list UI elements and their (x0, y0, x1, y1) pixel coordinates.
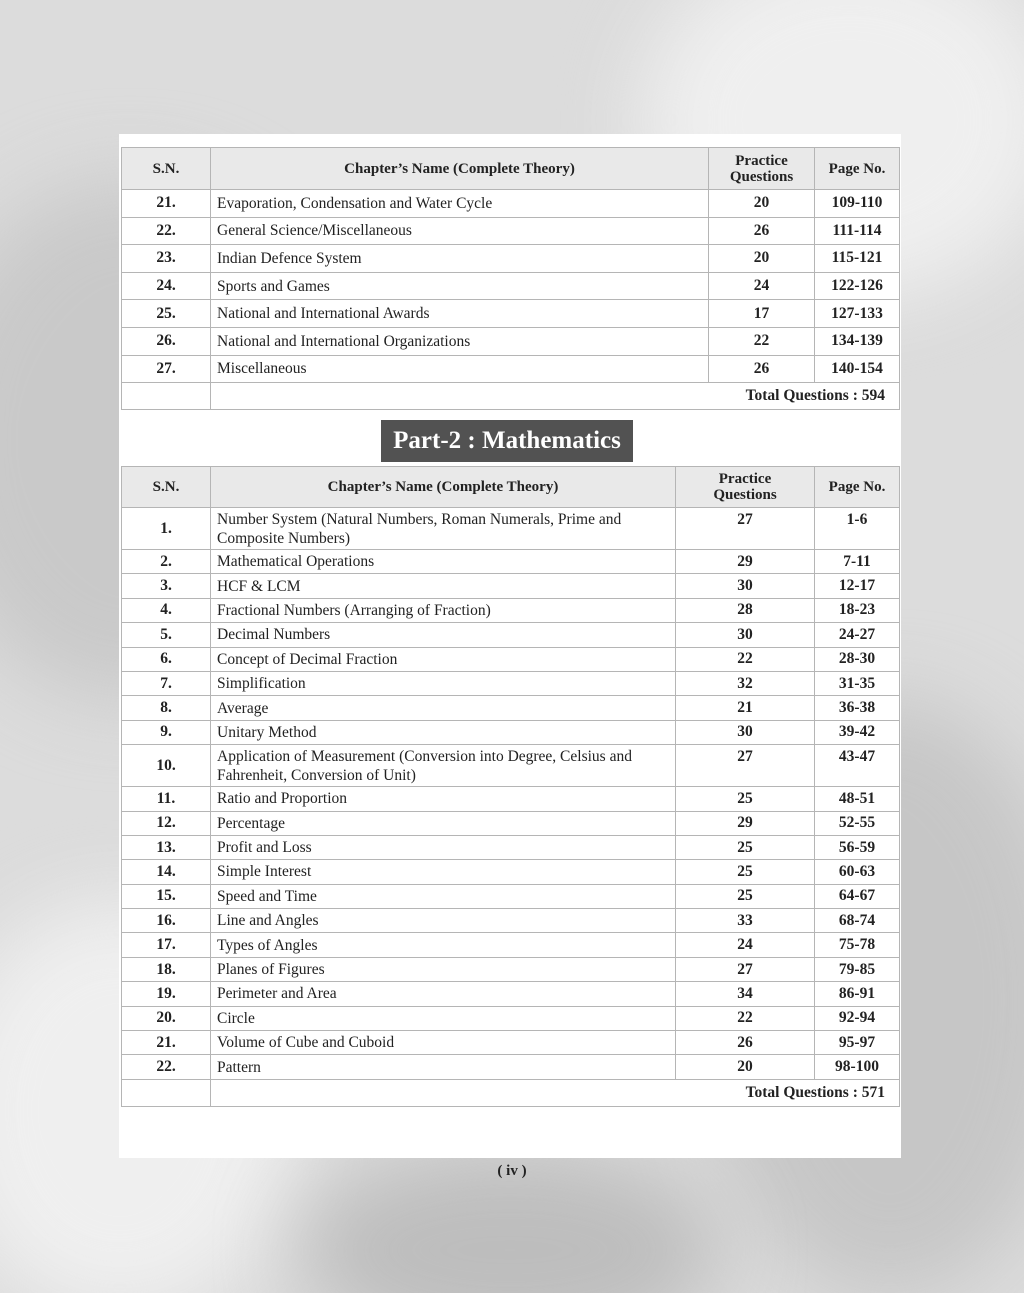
row-page-no: 134-139 (815, 327, 900, 355)
row-practice-questions: 33 (676, 909, 815, 933)
row-chapter-name: Pattern (211, 1055, 676, 1079)
table-row (122, 720, 900, 744)
row-practice-questions: 22 (676, 1006, 815, 1030)
row-sn: 10. (122, 745, 211, 787)
row-page-no: 12-17 (815, 574, 900, 598)
row-practice-questions: 30 (676, 574, 815, 598)
row-sn: 22. (122, 1055, 211, 1079)
row-page-no: 1-6 (815, 508, 900, 550)
row-practice-questions: 34 (676, 982, 815, 1006)
row-practice-questions: 26 (709, 355, 815, 383)
row-chapter-name: Simplification (211, 671, 676, 695)
total-row-blank (122, 1079, 211, 1106)
row-chapter-name: National and International Awards (211, 300, 709, 328)
row-sn: 14. (122, 860, 211, 884)
header-page-no: Page No. (815, 467, 900, 508)
row-sn: 27. (122, 355, 211, 383)
row-page-no: 127-133 (815, 300, 900, 328)
row-sn: 22. (122, 217, 211, 245)
row-sn: 4. (122, 598, 211, 622)
table-row (122, 696, 900, 720)
row-page-no: 28-30 (815, 647, 900, 671)
row-chapter-name: Speed and Time (211, 884, 676, 908)
row-page-no: 86-91 (815, 982, 900, 1006)
row-practice-questions: 30 (676, 720, 815, 744)
row-sn: 21. (122, 190, 211, 218)
total-row (122, 383, 900, 410)
row-practice-questions: 20 (709, 190, 815, 218)
row-practice-questions: 20 (676, 1055, 815, 1079)
row-sn: 8. (122, 696, 211, 720)
table-row (122, 327, 900, 355)
row-sn: 11. (122, 787, 211, 811)
row-page-no: 64-67 (815, 884, 900, 908)
table-row (122, 190, 900, 218)
row-page-no: 79-85 (815, 957, 900, 981)
row-practice-questions: 25 (676, 860, 815, 884)
row-sn: 15. (122, 884, 211, 908)
row-page-no: 95-97 (815, 1031, 900, 1055)
table-row (122, 957, 900, 981)
part1-contents-table (121, 147, 900, 410)
row-practice-questions: 24 (676, 933, 815, 957)
row-chapter-name: Perimeter and Area (211, 982, 676, 1006)
table-row (122, 508, 900, 550)
row-practice-questions: 30 (676, 623, 815, 647)
row-practice-questions: 22 (709, 327, 815, 355)
row-sn: 20. (122, 1006, 211, 1030)
row-chapter-name: Line and Angles (211, 909, 676, 933)
table-row (122, 1055, 900, 1079)
row-chapter-name: Circle (211, 1006, 676, 1030)
header-practice-questions (676, 467, 815, 508)
row-sn: 3. (122, 574, 211, 598)
row-chapter-name: Fractional Numbers (Arranging of Fraction) (211, 598, 676, 622)
row-practice-questions: 25 (676, 835, 815, 859)
table-row (122, 550, 900, 574)
row-page-no: 18-23 (815, 598, 900, 622)
row-page-no: 24-27 (815, 623, 900, 647)
row-sn: 2. (122, 550, 211, 574)
row-page-no: 68-74 (815, 909, 900, 933)
row-practice-questions: 20 (709, 245, 815, 273)
row-page-no: 75-78 (815, 933, 900, 957)
table-row (122, 671, 900, 695)
row-practice-questions: 29 (676, 811, 815, 835)
row-page-no: 115-121 (815, 245, 900, 273)
row-sn: 13. (122, 835, 211, 859)
row-sn: 25. (122, 300, 211, 328)
row-chapter-name: Simple Interest (211, 860, 676, 884)
row-sn: 23. (122, 245, 211, 273)
header-sn: S.N. (122, 148, 211, 190)
row-sn: 24. (122, 272, 211, 300)
table-row (122, 1031, 900, 1055)
row-page-no: 140-154 (815, 355, 900, 383)
table-row (122, 623, 900, 647)
header-sn: S.N. (122, 467, 211, 508)
row-practice-questions: 26 (709, 217, 815, 245)
row-practice-questions: 29 (676, 550, 815, 574)
row-page-no: 56-59 (815, 835, 900, 859)
row-chapter-name: Number System (Natural Numbers, Roman Numerals, Prime and Composite Numbers) (211, 508, 676, 550)
row-sn: 18. (122, 957, 211, 981)
row-chapter-name: Planes of Figures (211, 957, 676, 981)
total-questions: Total Questions : 571 (211, 1079, 900, 1106)
row-page-no: 39-42 (815, 720, 900, 744)
row-practice-questions: 21 (676, 696, 815, 720)
row-page-no: 98-100 (815, 1055, 900, 1079)
table-row (122, 355, 900, 383)
row-page-no: 52-55 (815, 811, 900, 835)
total-row (122, 1079, 900, 1106)
row-page-no: 48-51 (815, 787, 900, 811)
part2-contents-table (121, 466, 900, 1107)
header-chapter-name: Chapter’s Name (Complete Theory) (211, 148, 709, 190)
row-chapter-name: Indian Defence System (211, 245, 709, 273)
table-header-row (122, 148, 900, 190)
row-practice-questions: 22 (676, 647, 815, 671)
header-pq-line1: Practice (735, 152, 788, 169)
table-row (122, 1006, 900, 1030)
header-chapter-name: Chapter’s Name (Complete Theory) (211, 467, 676, 508)
row-page-no: 109-110 (815, 190, 900, 218)
part-2-title: Part-2 : Mathematics (381, 420, 633, 462)
row-sn: 21. (122, 1031, 211, 1055)
row-page-no: 43-47 (815, 745, 900, 787)
table-row (122, 933, 900, 957)
row-chapter-name: Concept of Decimal Fraction (211, 647, 676, 671)
row-chapter-name: Unitary Method (211, 720, 676, 744)
table-row (122, 745, 900, 787)
row-sn: 16. (122, 909, 211, 933)
row-page-no: 7-11 (815, 550, 900, 574)
row-chapter-name: Miscellaneous (211, 355, 709, 383)
row-sn: 19. (122, 982, 211, 1006)
row-sn: 9. (122, 720, 211, 744)
row-chapter-name: Application of Measurement (Conversion into Degree, Celsius and Fahrenheit, Conversion of Unit) (211, 745, 676, 787)
header-pq-line2: Questions (729, 168, 794, 185)
row-practice-questions: 25 (676, 787, 815, 811)
table-row (122, 884, 900, 908)
table-header-row (122, 467, 900, 508)
row-sn: 26. (122, 327, 211, 355)
table-row (122, 811, 900, 835)
row-practice-questions: 17 (709, 300, 815, 328)
row-practice-questions: 27 (676, 745, 815, 787)
page-number: ( iv ) (497, 1163, 527, 1179)
row-sn: 7. (122, 671, 211, 695)
row-page-no: 122-126 (815, 272, 900, 300)
row-chapter-name: Volume of Cube and Cuboid (211, 1031, 676, 1055)
row-practice-questions: 28 (676, 598, 815, 622)
row-practice-questions: 32 (676, 671, 815, 695)
row-chapter-name: HCF & LCM (211, 574, 676, 598)
row-page-no: 60-63 (815, 860, 900, 884)
table-row (122, 217, 900, 245)
table-row (122, 909, 900, 933)
table-row (122, 860, 900, 884)
row-practice-questions: 25 (676, 884, 815, 908)
row-chapter-name: Decimal Numbers (211, 623, 676, 647)
table-row (122, 245, 900, 273)
row-chapter-name: Sports and Games (211, 272, 709, 300)
row-chapter-name: Percentage (211, 811, 676, 835)
table-row (122, 647, 900, 671)
row-practice-questions: 26 (676, 1031, 815, 1055)
row-sn: 5. (122, 623, 211, 647)
row-sn: 12. (122, 811, 211, 835)
table-row (122, 272, 900, 300)
row-chapter-name: Evaporation, Condensation and Water Cycle (211, 190, 709, 218)
row-chapter-name: National and International Organizations (211, 327, 709, 355)
row-page-no: 111-114 (815, 217, 900, 245)
table-row (122, 598, 900, 622)
row-chapter-name: General Science/Miscellaneous (211, 217, 709, 245)
table-row (122, 574, 900, 598)
row-sn: 1. (122, 508, 211, 550)
total-row-blank (122, 383, 211, 410)
row-page-no: 36-38 (815, 696, 900, 720)
row-practice-questions: 27 (676, 957, 815, 981)
table-row (122, 982, 900, 1006)
row-chapter-name: Average (211, 696, 676, 720)
row-practice-questions: 27 (676, 508, 815, 550)
row-practice-questions: 24 (709, 272, 815, 300)
row-sn: 17. (122, 933, 211, 957)
row-chapter-name: Types of Angles (211, 933, 676, 957)
header-pq-line1: Practice (718, 471, 772, 487)
row-chapter-name: Mathematical Operations (211, 550, 676, 574)
table-row (122, 835, 900, 859)
row-page-no: 92-94 (815, 1006, 900, 1030)
header-pq-line2: Questions (713, 487, 777, 503)
row-page-no: 31-35 (815, 671, 900, 695)
total-questions: Total Questions : 594 (211, 383, 900, 410)
table-row (122, 787, 900, 811)
header-practice-questions (709, 148, 815, 190)
header-page-no: Page No. (815, 148, 900, 190)
row-chapter-name: Ratio and Proportion (211, 787, 676, 811)
table-row (122, 300, 900, 328)
row-chapter-name: Profit and Loss (211, 835, 676, 859)
row-sn: 6. (122, 647, 211, 671)
